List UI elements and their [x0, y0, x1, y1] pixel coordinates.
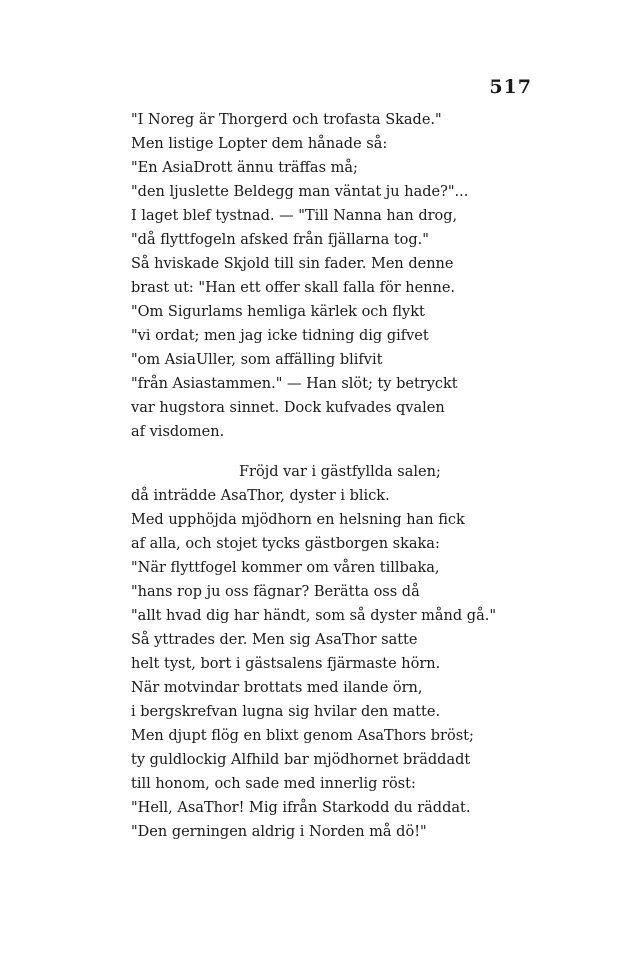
verse-line: "om AsiaUller, som affälling blifvit — [131, 352, 383, 368]
stanza-1 — [131, 108, 531, 444]
verse-line: "En AsiaDrott ännu träffas må; — [131, 160, 358, 176]
verse-line: "hans rop ju oss fägnar? Berätta oss då — [131, 584, 420, 600]
verse-line: i bergskrefvan lugna sig hvilar den matte. — [131, 704, 441, 720]
verse-line: Men listige Lopter dem hånade så: — [131, 136, 388, 152]
verse-line: I laget blef tystnad. — "Till Nanna han drog, — [131, 208, 458, 224]
verse-line: helt tyst, bort i gästsalens fjärmaste hörn. — [131, 656, 441, 672]
verse-line: brast ut: "Han ett offer skall falla för henne. — [131, 280, 456, 296]
verse-line: af alla, och stojet tycks gästborgen skaka: — [131, 536, 440, 552]
verse-line: "då flyttfogeln afsked från fjällarna tog." — [131, 232, 429, 248]
verse-line: ty guldlockig Alfhild bar mjödhornet bräddadt — [131, 752, 471, 768]
verse-line: "Den gerningen aldrig i Norden må dö!" — [131, 824, 427, 840]
verse-line: till honom, och sade med innerlig röst: — [131, 776, 416, 792]
verse-line: "vi ordat; men jag icke tidning dig gifvet — [131, 328, 429, 344]
verse-line: Så hviskade Skjold till sin fader. Men denne — [131, 256, 454, 272]
verse-line: När motvindar brottats med ilande örn, — [131, 680, 423, 696]
stanza-2 — [131, 460, 531, 844]
verse-line: af visdomen. — [131, 424, 225, 440]
verse-line: "allt hvad dig har händt, som så dyster månd gå." — [131, 608, 496, 624]
verse-line: Men djupt flög en blixt genom AsaThors bröst; — [131, 728, 474, 744]
verse-line: "I Noreg är Thorgerd och trofasta Skade." — [131, 112, 442, 128]
verse-line: Så yttrades der. Men sig AsaThor satte — [131, 632, 418, 648]
page-number: 517 — [489, 76, 532, 98]
verse-line: då inträdde AsaThor, dyster i blick. — [131, 488, 390, 504]
verse-line: "från Asiastammen." — Han slöt; ty betryckt — [131, 376, 458, 392]
verse-line: "Om Sigurlams hemliga kärlek och flykt — [131, 304, 425, 320]
verse-line: Med upphöjda mjödhorn en helsning han fick — [131, 512, 465, 528]
verse-line: "Hell, AsaThor! Mig ifrån Starkodd du räddat. — [131, 800, 471, 816]
verse-line: var hugstora sinnet. Dock kufvades qvalen — [131, 400, 445, 416]
verse-line: "När flyttfogel kommer om våren tillbaka, — [131, 560, 440, 576]
verse-line: Fröjd var i gästfyllda salen; — [239, 464, 441, 480]
verse-line: "den ljuslette Beldegg man väntat ju hade?"... — [131, 184, 469, 200]
